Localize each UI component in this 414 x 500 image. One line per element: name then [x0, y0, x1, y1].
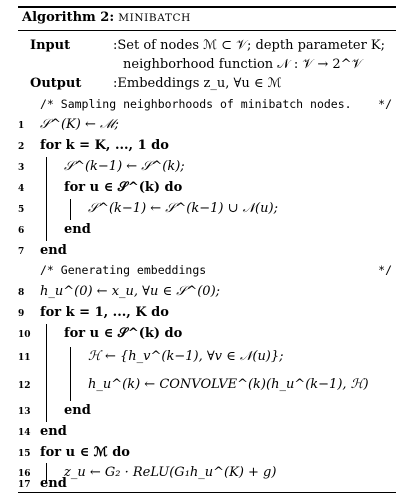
line-code: for u ∈ ℳ do	[40, 445, 130, 460]
indent-bar	[70, 347, 71, 401]
output-text: :Embeddings z_u, ∀u ∈ ℳ	[113, 76, 282, 91]
line-code: 𝒮^(K) ← ℳ;	[40, 117, 119, 132]
line-number: 5	[18, 205, 25, 215]
line-number: 14	[18, 428, 31, 438]
input-text-line2: neighborhood function 𝒩 : 𝒱 → 2^𝒱	[123, 57, 363, 72]
algorithm-block	[18, 2, 396, 496]
line-code: end	[40, 424, 67, 439]
line-number: 10	[18, 330, 31, 340]
input-text-line1: :Set of nodes ℳ ⊂ 𝒱; depth parameter K;	[113, 38, 386, 53]
algorithm-name: MINIBATCH	[118, 12, 191, 24]
comment-embeddings-text: /* Generating embeddings	[40, 263, 207, 277]
bottom-rule	[18, 492, 396, 493]
algorithm-title	[22, 10, 191, 25]
line-number: 7	[18, 247, 25, 257]
line-code: z_u ← G₂ · ReLU(G₁h_u^(K) + g)	[64, 465, 277, 480]
line-code: ℋ ← {h_v^(k−1), ∀v ∈ 𝒩(u)};	[88, 349, 284, 364]
line-number: 3	[18, 163, 25, 173]
line-code: 𝒮^(k−1) ← 𝒮^(k);	[64, 159, 185, 174]
line-code: for k = 1, ..., K do	[40, 305, 169, 320]
line-code: 𝒮^(k−1) ← 𝒮^(k−1) ∪ 𝒩(u);	[88, 201, 278, 216]
line-number: 16	[18, 469, 31, 479]
line-code: end	[64, 403, 91, 418]
line-code: end	[64, 222, 91, 237]
indent-bar	[70, 199, 71, 220]
line-number: 11	[18, 353, 31, 363]
line-code: h_u^(0) ← x_u, ∀u ∈ 𝒮^(0);	[40, 284, 221, 299]
top-rule	[18, 6, 396, 8]
line-code: end	[40, 243, 67, 258]
line-code: h_u^(k) ← CONVOLVE^(k)(h_u^(k−1), ℋ)	[88, 377, 369, 392]
line-number: 8	[18, 288, 25, 298]
comment-sampling-text: /* Sampling neighborhoods of minibatch nodes.	[40, 97, 352, 111]
line-number: 9	[18, 309, 25, 319]
line-number: 15	[18, 449, 31, 459]
line-number: 2	[18, 142, 25, 152]
line-number: 17	[18, 480, 31, 490]
input-label: Input	[30, 38, 71, 53]
comment-embeddings-end: */	[378, 263, 392, 277]
line-number: 6	[18, 226, 25, 236]
line-number: 12	[18, 381, 31, 391]
algorithm-line	[18, 478, 396, 492]
line-code: for u ∈ 𝒮^(k) do	[64, 180, 183, 195]
line-code: end	[40, 476, 67, 491]
algorithm-label: Algorithm 2:	[22, 10, 115, 25]
line-number: 1	[18, 121, 25, 131]
indent-bar	[46, 324, 47, 422]
title-rule	[18, 30, 396, 31]
output-label: Output	[30, 76, 82, 91]
line-code: for k = K, ..., 1 do	[40, 138, 169, 153]
line-number: 4	[18, 184, 25, 194]
indent-bar	[46, 157, 47, 241]
line-number: 13	[18, 407, 31, 417]
comment-sampling-end: */	[378, 97, 392, 111]
line-code: for u ∈ 𝒮^(k) do	[64, 326, 183, 341]
